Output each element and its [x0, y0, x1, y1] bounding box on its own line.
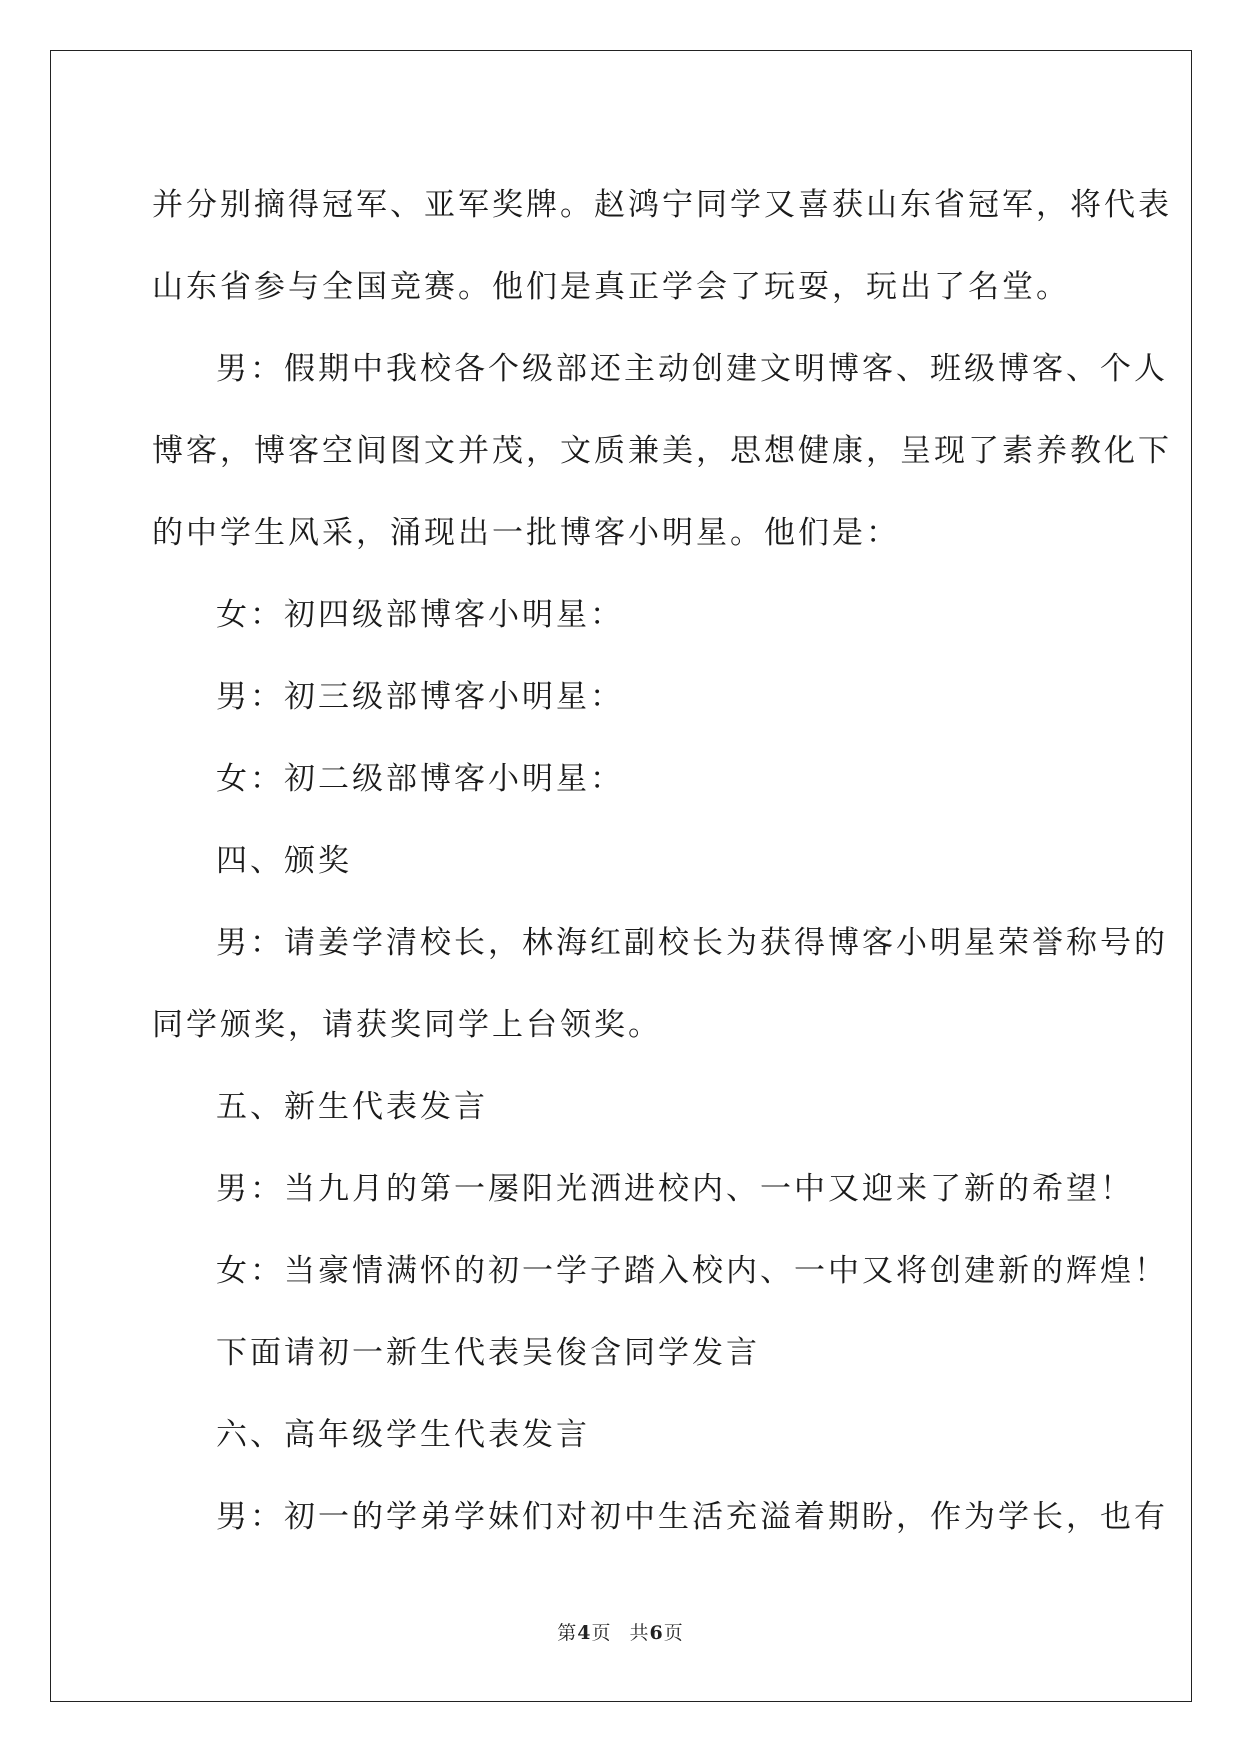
paragraph: 同学颁奖，请获奖同学上台领奖。 — [152, 1007, 662, 1043]
total-pages: 6 — [649, 1622, 664, 1644]
paragraph: 男：当九月的第一屡阳光洒进校内、一中又迎来了新的希望！ — [216, 1171, 1134, 1207]
section-heading: 四、颁奖 — [216, 843, 352, 879]
page-number: 4 — [577, 1622, 592, 1644]
paragraph: 的中学生风采，涌现出一批博客小明星。他们是： — [152, 515, 900, 551]
section-heading: 六、高年级学生代表发言 — [216, 1417, 590, 1453]
page-footer — [0, 1618, 1241, 1645]
document-body — [152, 164, 1172, 1558]
paragraph: 女：当豪情满怀的初一学子踏入校内、一中又将创建新的辉煌！ — [216, 1253, 1168, 1289]
paragraph: 男：初一的学弟学妹们对初中生活充溢着期盼，作为学长，也有 — [216, 1499, 1168, 1535]
section-heading: 五、新生代表发言 — [216, 1089, 488, 1125]
paragraph: 博客，博客空间图文并茂，文质兼美，思想健康，呈现了素养教化下 — [152, 433, 1172, 469]
total-suffix: 页 — [663, 1622, 684, 1644]
page-prefix: 第 — [557, 1622, 578, 1644]
paragraph: 女：初四级部博客小明星： — [216, 597, 624, 633]
paragraph: 下面请初一新生代表吴俊含同学发言 — [216, 1335, 760, 1371]
page-suffix: 页 — [591, 1622, 612, 1644]
paragraph: 女：初二级部博客小明星： — [216, 761, 624, 797]
paragraph: 并分别摘得冠军、亚军奖牌。赵鸿宁同学又喜获山东省冠军，将代表 — [152, 187, 1172, 223]
paragraph: 男：请姜学清校长，林海红副校长为获得博客小明星荣誉称号的 — [216, 925, 1168, 961]
paragraph: 山东省参与全国竞赛。他们是真正学会了玩耍，玩出了名堂。 — [152, 269, 1070, 305]
paragraph: 男：假期中我校各个级部还主动创建文明博客、班级博客、个人 — [216, 351, 1168, 387]
paragraph: 男：初三级部博客小明星： — [216, 679, 624, 715]
total-prefix: 共 — [629, 1622, 650, 1644]
